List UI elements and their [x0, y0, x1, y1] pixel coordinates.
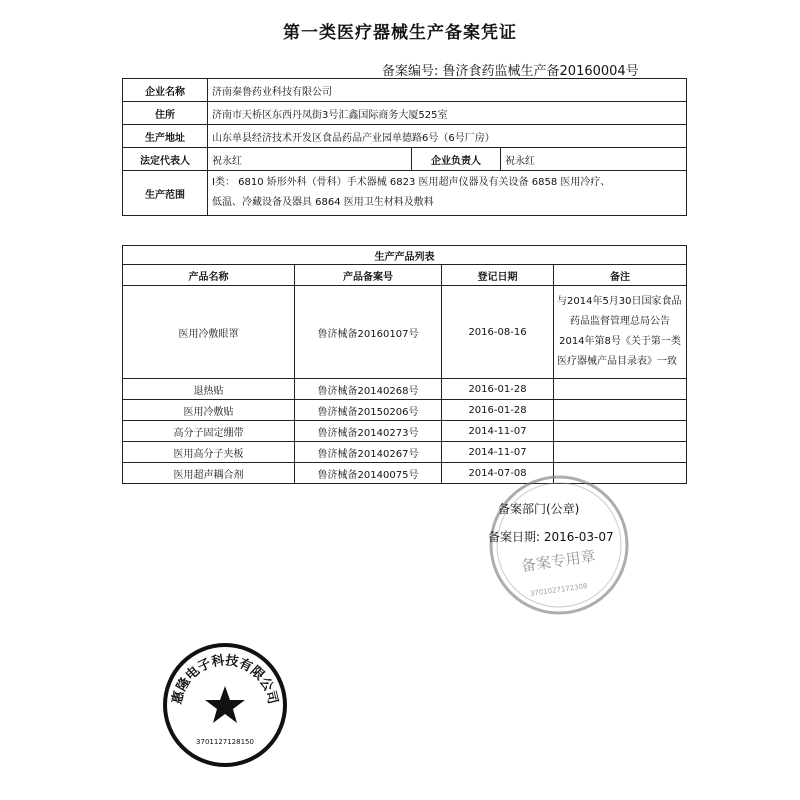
product-code: 鲁济械备20140268号	[295, 379, 442, 400]
table-row	[123, 421, 687, 442]
note-line: 药品监督管理总局公告	[570, 316, 670, 327]
product-date: 2016-08-16	[442, 286, 554, 379]
address-value: 济南市天桥区东西丹凤街3号汇鑫国际商务大厦525室	[208, 102, 687, 125]
registration-number	[382, 60, 639, 79]
address-row	[123, 102, 687, 125]
official-seal	[484, 470, 634, 620]
product-header-row	[123, 265, 687, 286]
address-label: 住所	[123, 102, 208, 125]
table-row	[123, 286, 687, 379]
table-row	[123, 400, 687, 421]
production-address-value: 山东单县经济技术开发区食品药品产业园单德路6号（6号厂房）	[208, 125, 687, 148]
product-date: 2014-11-07	[442, 421, 554, 442]
header-product-code: 产品备案号	[295, 265, 442, 286]
seal-date	[488, 528, 614, 545]
company-seal-arc-text: 惠隆电子科技有限公司	[170, 653, 280, 706]
legal-rep-value: 祝永红	[208, 148, 412, 171]
legal-rep-label: 法定代表人	[123, 148, 208, 171]
product-note-empty	[554, 379, 687, 400]
production-address-row	[123, 125, 687, 148]
product-code: 鲁济械备20140273号	[295, 421, 442, 442]
registration-value: 鲁济食药监械生产备20160004号	[442, 64, 639, 79]
product-name: 医用超声耦合剂	[123, 463, 295, 484]
product-date: 2016-01-28	[442, 400, 554, 421]
product-name: 高分子固定绷带	[123, 421, 295, 442]
info-table	[122, 78, 687, 216]
company-label: 企业名称	[123, 79, 208, 102]
company-value: 济南秦鲁药业科技有限公司	[208, 79, 687, 102]
seal-date-value: 2016-03-07	[543, 530, 614, 544]
registration-label: 备案编号:	[382, 64, 439, 79]
note-line: 与2014年5月30日国家食品	[557, 296, 682, 307]
product-date: 2014-07-08	[442, 463, 554, 484]
table-row	[123, 442, 687, 463]
star-icon	[205, 686, 245, 723]
scope-line-2: 低温、冷藏设备及器具 6864 医用卫生材料及敷料	[212, 197, 434, 208]
scope-label: 生产范围	[123, 171, 208, 216]
product-table	[122, 245, 687, 484]
table-row	[123, 379, 687, 400]
product-name: 退热贴	[123, 379, 295, 400]
responsible-label: 企业负责人	[412, 148, 501, 171]
note-line: 2014年第8号《关于第一类	[559, 336, 681, 347]
scope-row	[123, 171, 687, 216]
scope-value	[208, 171, 687, 216]
seal-inner-text: 备案专用章	[519, 546, 597, 576]
product-code: 鲁济械备20160107号	[295, 286, 442, 379]
product-date: 2016-01-28	[442, 379, 554, 400]
representative-row	[123, 148, 687, 171]
product-name: 医用冷敷眼罩	[123, 286, 295, 379]
product-section-title: 生产产品列表	[123, 246, 687, 265]
product-code: 鲁济械备20140267号	[295, 442, 442, 463]
product-name: 医用冷敷贴	[123, 400, 295, 421]
production-address-label: 生产地址	[123, 125, 208, 148]
responsible-value: 祝永红	[501, 148, 687, 171]
header-product-name: 产品名称	[123, 265, 295, 286]
product-code: 鲁济械备20150206号	[295, 400, 442, 421]
seal-dept-label: 备案部门(公章)	[498, 502, 580, 516]
product-note-empty	[554, 421, 687, 442]
product-note-empty	[554, 442, 687, 463]
note-line: 医疗器械产品目录表》一致	[557, 356, 677, 367]
header-note: 备注	[554, 265, 687, 286]
document-title: 第一类医疗器械生产备案凭证	[283, 23, 517, 43]
company-seal-number: 3701127128150	[196, 738, 254, 746]
company-row	[123, 79, 687, 102]
product-name: 医用高分子夹板	[123, 442, 295, 463]
company-seal	[160, 640, 290, 770]
product-date: 2014-11-07	[442, 442, 554, 463]
header-register-date: 登记日期	[442, 265, 554, 286]
seal-number: 3701027172308	[529, 582, 588, 599]
product-note-empty	[554, 400, 687, 421]
product-code: 鲁济械备20140075号	[295, 463, 442, 484]
seal-date-label: 备案日期:	[488, 530, 541, 544]
scope-line-1: Ⅰ类： 6810 矫形外科（骨科）手术器械 6823 医用超声仪器及有关设备 6858 医用冷疗、	[212, 177, 611, 188]
product-note	[554, 286, 687, 379]
